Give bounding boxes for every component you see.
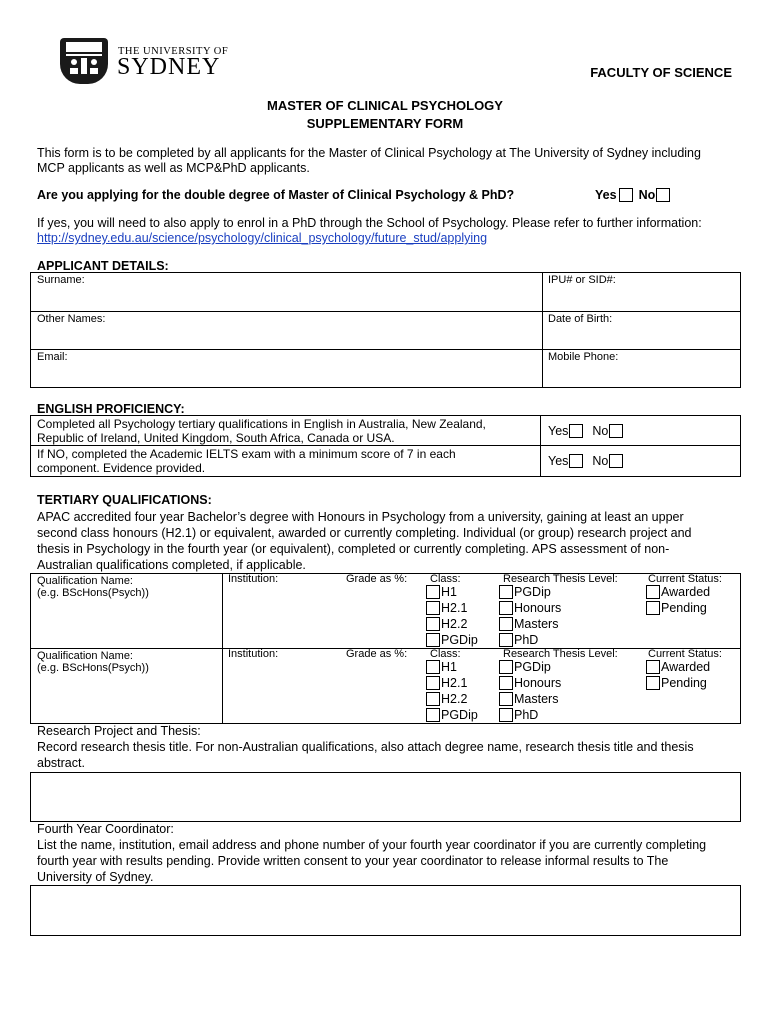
class-h21-checkbox[interactable] xyxy=(426,601,440,615)
status-label: Current Status: xyxy=(648,573,722,585)
qual-eg-label: (e.g. BScHons(Psych)) xyxy=(37,587,149,599)
research-title: Research Project and Thesis: xyxy=(37,724,201,738)
grade-label: Grade as %: xyxy=(346,573,408,585)
class-pgdip-checkbox-2[interactable] xyxy=(426,708,440,722)
double-degree-yes-label: Yes xyxy=(595,188,617,202)
thesis-honours-label-2: Honours xyxy=(514,676,562,690)
tertiary-line4: Australian qualifications completed, if applicable. xyxy=(37,558,306,572)
class-h22-label: H2.2 xyxy=(441,617,468,631)
thesis-option-phd[interactable] xyxy=(499,632,538,648)
coordinator-input-box[interactable] xyxy=(30,885,741,936)
thesis-phd-checkbox[interactable] xyxy=(499,633,513,647)
thesis-level-label: Research Thesis Level: xyxy=(503,573,618,585)
double-degree-no-checkbox[interactable] xyxy=(656,188,670,202)
coordinator-title: Fourth Year Coordinator: xyxy=(37,822,174,836)
email-label: Email: xyxy=(37,351,68,363)
university-crest-icon xyxy=(60,38,108,84)
institution-label-2: Institution: xyxy=(228,648,279,660)
status-option-awarded[interactable] xyxy=(646,584,710,600)
thesis-honours-checkbox-2[interactable] xyxy=(499,676,513,690)
english-q2-no-checkbox[interactable] xyxy=(609,454,623,468)
status-option-pending[interactable] xyxy=(646,600,707,616)
english-q1-line2: Republic of Ireland, United Kingdom, South Africa, Canada or USA. xyxy=(37,431,395,445)
class-option-h22-2[interactable] xyxy=(426,691,467,707)
status-option-awarded-2[interactable] xyxy=(646,659,710,675)
tertiary-line3: thesis in Psychology in the fourth year (or equivalent), completed or currently completing. APS assessment of non- xyxy=(37,542,670,556)
english-heading: ENGLISH PROFICIENCY: xyxy=(37,402,185,416)
status-option-pending-2[interactable] xyxy=(646,675,707,691)
status-awarded-checkbox[interactable] xyxy=(646,585,660,599)
research-input-box[interactable] xyxy=(30,772,741,822)
qual-name-label-2: Qualification Name: xyxy=(37,650,133,662)
coordinator-line3: University of Sydney. xyxy=(37,870,154,884)
english-q2-line1: If NO, completed the Academic IELTS exam with a minimum score of 7 in each xyxy=(37,447,456,461)
thesis-option-pgdip-2[interactable] xyxy=(499,659,551,675)
faculty-name: FACULTY OF SCIENCE xyxy=(590,65,732,80)
thesis-honours-checkbox[interactable] xyxy=(499,601,513,615)
class-option-pgdip-2[interactable] xyxy=(426,707,478,723)
form-subtitle: SUPPLEMENTARY FORM xyxy=(306,116,464,131)
double-degree-question: Are you applying for the double degree of Master of Clinical Psychology & PhD? xyxy=(37,188,515,202)
english-q2-line2: component. Evidence provided. xyxy=(37,461,206,475)
status-pending-label: Pending xyxy=(661,601,707,615)
status-awarded-label: Awarded xyxy=(661,585,711,599)
class-h21-checkbox-2[interactable] xyxy=(426,676,440,690)
english-q2-options xyxy=(548,453,624,469)
applicant-table xyxy=(30,272,741,388)
english-q1-no-checkbox[interactable] xyxy=(609,424,623,438)
english-q1-options xyxy=(548,423,624,439)
thesis-pgdip-checkbox[interactable] xyxy=(499,585,513,599)
research-line2: abstract. xyxy=(37,756,85,770)
class-option-h21-2[interactable] xyxy=(426,675,467,691)
research-line1: Record research thesis title. For non-Australian qualifications, also attach degree name, research thesis title and thesis xyxy=(37,740,694,754)
other-names-label: Other Names: xyxy=(37,313,106,325)
class-option-h22[interactable] xyxy=(426,616,467,632)
status-pending-label-2: Pending xyxy=(661,676,707,690)
english-q1-yes-label: Yes xyxy=(548,424,569,438)
class-h1-checkbox[interactable] xyxy=(426,585,440,599)
class-h1-checkbox-2[interactable] xyxy=(426,660,440,674)
english-q2-yes-checkbox[interactable] xyxy=(569,454,583,468)
thesis-masters-checkbox-2[interactable] xyxy=(499,692,513,706)
status-pending-checkbox-2[interactable] xyxy=(646,676,660,690)
thesis-phd-checkbox-2[interactable] xyxy=(499,708,513,722)
class-option-h21[interactable] xyxy=(426,600,467,616)
thesis-option-honours-2[interactable] xyxy=(499,675,561,691)
class-h22-checkbox-2[interactable] xyxy=(426,692,440,706)
double-degree-no-label: No xyxy=(638,188,656,202)
thesis-honours-label: Honours xyxy=(514,601,562,615)
institution-label: Institution: xyxy=(228,573,279,585)
status-pending-checkbox[interactable] xyxy=(646,601,660,615)
english-q2-no-label: No xyxy=(592,454,609,468)
english-q1-line1: Completed all Psychology tertiary qualifications in English in Australia, New Zealand, xyxy=(37,417,486,431)
double-degree-yes-checkbox[interactable] xyxy=(619,188,633,202)
english-q1-yes-checkbox[interactable] xyxy=(569,424,583,438)
thesis-masters-label-2: Masters xyxy=(514,692,559,706)
thesis-masters-label: Masters xyxy=(514,617,559,631)
thesis-pgdip-label-2: PGDip xyxy=(514,660,551,674)
class-option-pgdip[interactable] xyxy=(426,632,478,648)
tertiary-heading: TERTIARY QUALIFICATIONS: xyxy=(37,493,212,507)
class-h22-label-2: H2.2 xyxy=(441,692,468,706)
thesis-option-honours[interactable] xyxy=(499,600,561,616)
ifyes-text: If yes, you will need to also apply to enrol in a PhD through the School of Psychology. Please refer to further information: xyxy=(37,216,702,230)
thesis-option-phd-2[interactable] xyxy=(499,707,538,723)
thesis-phd-label-2: PhD xyxy=(514,708,539,722)
intro-line2: MCP applicants as well as MCP&PhD applicants. xyxy=(37,161,310,175)
dob-label: Date of Birth: xyxy=(548,313,613,325)
class-h21-label-2: H2.1 xyxy=(441,676,468,690)
university-name: SYDNEY xyxy=(117,54,221,80)
grade-label-2: Grade as %: xyxy=(346,648,408,660)
tertiary-line1: APAC accredited four year Bachelor’s degree with Honours in Psychology from a university, gaining at least an upper xyxy=(37,510,684,524)
university-name-small: THE UNIVERSITY OF xyxy=(118,46,229,57)
intro-line1: This form is to be completed by all applicants for the Master of Clinical Psychology at The University of Sydney including xyxy=(37,146,701,160)
info-link[interactable]: http://sydney.edu.au/science/psychology/clinical_psychology/future_stud/applying xyxy=(37,231,488,245)
mobile-label: Mobile Phone: xyxy=(548,351,619,363)
coordinator-line1: List the name, institution, email address and phone number of your fourth year coordinator if you are currently completing xyxy=(37,838,707,852)
class-h1-label-2: H1 xyxy=(441,660,457,674)
surname-label: Surname: xyxy=(37,274,85,286)
applicant-heading: APPLICANT DETAILS: xyxy=(37,259,169,273)
status-awarded-label-2: Awarded xyxy=(661,660,711,674)
thesis-pgdip-label: PGDip xyxy=(514,585,551,599)
thesis-pgdip-checkbox-2[interactable] xyxy=(499,660,513,674)
english-q1-no-label: No xyxy=(592,424,609,438)
thesis-level-label-2: Research Thesis Level: xyxy=(503,648,618,660)
class-option-h1[interactable] xyxy=(426,584,457,600)
class-label: Class: xyxy=(430,573,461,585)
status-label-2: Current Status: xyxy=(648,648,722,660)
class-h22-checkbox[interactable] xyxy=(426,617,440,631)
tertiary-line2: second class honours (H2.1) or equivalent, awarded or currently completing. Individual (or group) research project and xyxy=(37,526,692,540)
coordinator-line2: fourth year with results pending. Provide written consent to your year coordinator to release informal results to The xyxy=(37,854,669,868)
status-awarded-checkbox-2[interactable] xyxy=(646,660,660,674)
ipu-label: IPU# or SID#: xyxy=(548,274,616,286)
thesis-option-pgdip[interactable] xyxy=(499,584,551,600)
class-pgdip-label: PGDip xyxy=(441,633,478,647)
qual-eg-label-2: (e.g. BScHons(Psych)) xyxy=(37,662,149,674)
class-h1-label: H1 xyxy=(441,585,457,599)
thesis-masters-checkbox[interactable] xyxy=(499,617,513,631)
double-degree-options xyxy=(595,188,670,204)
thesis-phd-label: PhD xyxy=(514,633,539,647)
class-h21-label: H2.1 xyxy=(441,601,468,615)
class-option-h1-2[interactable] xyxy=(426,659,457,675)
class-label-2: Class: xyxy=(430,648,461,660)
class-pgdip-label-2: PGDip xyxy=(441,708,478,722)
english-q2-yes-label: Yes xyxy=(548,454,569,468)
thesis-option-masters-2[interactable] xyxy=(499,691,558,707)
class-pgdip-checkbox[interactable] xyxy=(426,633,440,647)
qual-name-label: Qualification Name: xyxy=(37,575,133,587)
thesis-option-masters[interactable] xyxy=(499,616,558,632)
form-title: MASTER OF CLINICAL PSYCHOLOGY xyxy=(267,98,503,113)
